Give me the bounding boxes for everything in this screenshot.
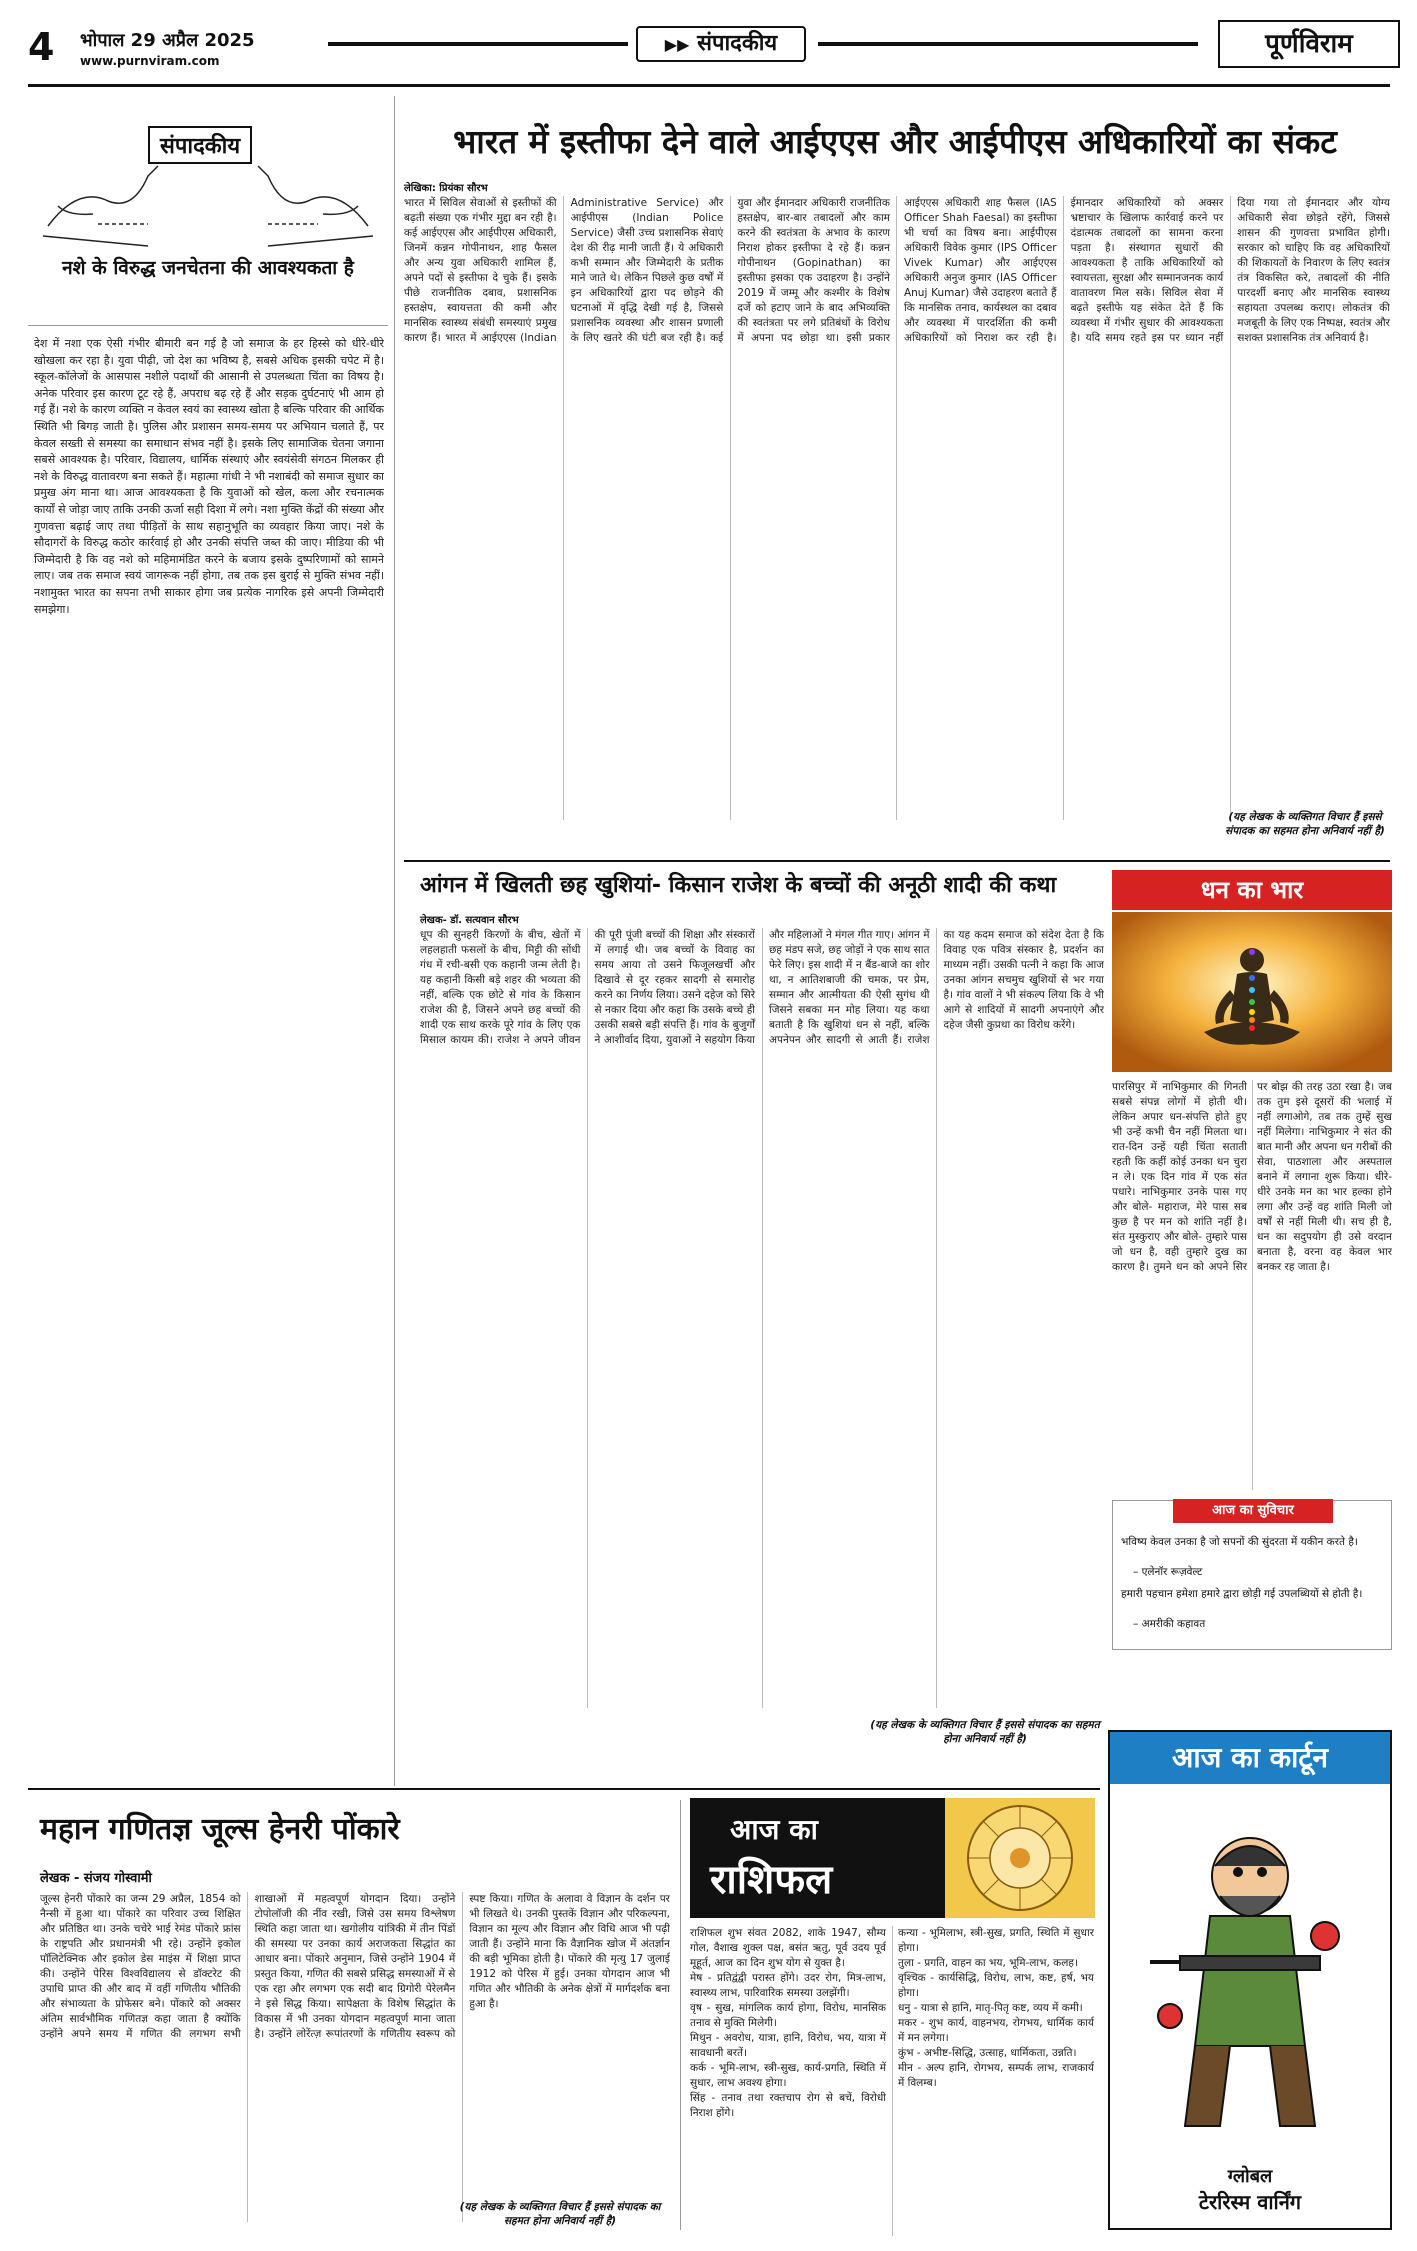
page-number: 4 bbox=[28, 25, 55, 69]
main-divider bbox=[404, 860, 1390, 862]
rashifal-entry: मिथुन - अवरोध, यात्रा, हानि, विरोध, भय, यात्रा में सावधानी बरतें। bbox=[690, 2032, 886, 2059]
main-headline: भारत में इस्तीफा देने वाले आईएएस और आईपीएस अधिकारियों का संकट bbox=[453, 122, 1337, 161]
editorial-headline: नशे के विरुद्ध जनचेतना की आवश्यकता है bbox=[62, 257, 354, 279]
column-rule bbox=[394, 96, 395, 1786]
cartoon-caption-2: टेररिस्म वार्निंग bbox=[1198, 2190, 1302, 2214]
hand-writing-illustration bbox=[38, 106, 378, 256]
dhan-body: पारसिपुर में नाभिकुमार की गिनती सबसे संपन्न लोगों में होती थी। लेकिन अपार धन-संपत्ति होते हुए भी उन्हें कभी चैन नहीं मिलता था। रात-दिन उन्हें यही चिंता सताती रहती कि कहीं कोई उनका धन चुरा न ले। एक दिन गांव में एक संत पधारे। नाभिकुमार उनके पास गए और बोले- महाराज, मेरे पास सब कुछ है पर मन को शांति नहीं है। संत मुस्कुराए और बोले- तुम्हारे पास जो धन है, वही तुम्हारे दुख का कारण है। तुमने धन को अपने सिर पर बोझ की तरह उठा रखा है। जब तक तुम इसे दूसरों की भलाई में नहीं लगाओगे, तब तक तुम्हें सुख नहीं मिलेगा। नाभिकुमार ने संत की बात मानी और अपना धन गरीबों की सेवा, पाठशाला और अस्पताल बनाने में लगाना शुरू किया। धीरे-धीरे उनके मन का भार हल्का होने लगा और उन्हें वह शांति मिली जो वर्षों से नहीं मिली थी। सच ही है, धन का सदुपयोग ही उसे वरदान बनाता है, वरना वह केवल भार बनकर रह जाता है। bbox=[1112, 1081, 1392, 1273]
page-header bbox=[28, 20, 1398, 80]
rashifal-intro: राशिफल शुभ संवत 2082, शाके 1947, सौम्य गोल, वैशाख शुक्ल पक्ष, बसंत ऋतु, पूर्व उदय पूर्व मूहूर्त, आज का दिन शुभ योग से युक्त है। bbox=[690, 1927, 886, 1969]
rashifal-entry: कुंभ - अभीष्ट-सिद्धि, उत्साह, धार्मिकता, उन्नति। bbox=[898, 2047, 1077, 2059]
rashifal-entry: धनु - यात्रा से हानि, मातृ-पितृ कष्ट, व्यय में कमी। bbox=[898, 2002, 1083, 2014]
dhan-title: धन का भार bbox=[1112, 870, 1392, 910]
rashifal-entry: कन्या - भूमिलाभ, स्त्री-सुख, प्रगति, स्थिति में सुधार होगा। bbox=[898, 1927, 1094, 1954]
cartoon-illustration bbox=[1110, 1786, 1390, 2156]
meditation-illustration bbox=[1112, 912, 1392, 1072]
cartoon-box bbox=[1108, 1730, 1392, 2230]
main-disclaimer: (यह लेखक के व्यक्तिगत विचार हैं इससे संपादक का सहमत होना अनिवार्य नहीं है) bbox=[1225, 811, 1385, 837]
story-headline: आंगन में खिलती छह खुशियां- किसान राजेश के बच्चों की अनूठी शादी की कथा bbox=[420, 873, 1057, 898]
rashifal-title-1: आज का bbox=[730, 1813, 818, 1846]
story-article-body: धूप की सुनहरी किरणों के बीच, खेतों में लहलहाती फसलों के बीच, मिट्टी की सोंधी गंध में रची-बसी एक कहानी जन्म लेती है। यह कहानी किसी बड़े शहर की भव्यता की नहीं, बल्कि एक छोटे से गांव के किसान राजेश की है, जिसने अपने छह बच्चों की शादी एक साथ करके पूरे गांव के लिए एक मिसाल कायम की। राजेश ने अपने जीवन की पूरी पूंजी बच्चों की शिक्षा और संस्कारों में लगाई थी। जब बच्चों के विवाह का समय आया तो उसने फिजूलखर्ची और दिखावे से दूर रहकर सादगी से समारोह करने का निर्णय लिया। उसने दहेज को सिरे से नकार दिया और कहा कि उसके बच्चे ही उसकी सबसे बड़ी संपत्ति हैं। गांव के बुजुर्गों ने आशीर्वाद दिया, युवाओं ने सहयोग किया और महिलाओं ने मंगल गीत गाए। आंगन में छह मंडप सजे, छह जोड़ों ने एक साथ सात फेरे लिए। इस शादी में न बैंड-बाजे का शोर था, न आतिशबाजी की चमक, पर प्रेम, सम्मान और आत्मीयता की ऐसी सुगंध थी जिसने सबका मन मोह लिया। यह कथा बताती है कि खुशियां धन से नहीं, बल्कि अपनेपन और सादगी से आती हैं। राजेश का यह कदम समाज को संदेश देता है कि विवाह एक पवित्र संस्कार है, प्रदर्शन का माध्यम नहीं। उसकी पत्नी ने कहा कि आज उनका आंगन सचमुच खुशियों से भर गया है। गांव वालों ने भी संकल्प लिया कि वे भी आगे से शादियों में सादगी अपनाएंगे और दहेज जैसी कुप्रथा का विरोध करेंगे। bbox=[420, 929, 1104, 1046]
rashifal-entry: वृष - सुख, मांगलिक कार्य होगा, विरोध, मानसिक तनाव से मुक्ति मिलेगी। bbox=[690, 2002, 886, 2029]
column-rule-bottom bbox=[680, 1800, 681, 2230]
quote-line-2: हमारी पहचान हमेशा हमारे द्वारा छोड़ी गई उपलब्धियों से होती है। bbox=[1121, 1588, 1363, 1600]
rashifal-entry: कर्क - भूमि-लाभ, स्त्री-सुख, कार्य-प्रगति, स्थिति में सुधार, लाभ अवश्य होगा। bbox=[690, 2062, 886, 2089]
bottom-divider bbox=[28, 1788, 1100, 1790]
main-byline: लेखिका: प्रियंका सौरभ bbox=[404, 183, 488, 194]
zodiac-wheel-icon bbox=[945, 1798, 1095, 1918]
date-line: भोपाल 29 अप्रैल 2025 bbox=[80, 30, 255, 51]
website-link[interactable]: www.purnviram.com bbox=[80, 54, 220, 68]
quote-line-1: भविष्य केवल उनका है जो सपनों की सुंदरता में यकीन करते है। bbox=[1121, 1536, 1358, 1548]
quote-box bbox=[1112, 1500, 1392, 1650]
rashifal-entry: वृश्चिक - कार्यसिद्धि, विरोध, लाभ, कष्ट, हर्ष, भय होगा। bbox=[898, 1972, 1094, 1999]
editorial-body: देश में नशा एक ऐसी गंभीर बीमारी बन गई है जो समाज के हर हिस्से को धीरे-धीरे खोखला कर रहा है। युवा पीढ़ी, जो देश का भविष्य है, सबसे अधिक इसकी चपेट में है। स्कूल-कॉलेजों के आसपास नशीले पदार्थों की आसानी से उपलब्धता चिंता का विषय है। अनेक परिवार इस कारण टूट रहे हैं, अपराध बढ़ रहे हैं और सड़क दुर्घटनाएं भी आम हो गई हैं। नशे के कारण व्यक्ति न केवल स्वयं का स्वास्थ्य खोता है बल्कि परिवार की आर्थिक स्थिति भी बिगड़ जाती है। पुलिस और प्रशासन समय-समय पर अभियान चलाते हैं, पर केवल सख्ती से समस्या का समाधान संभव नहीं है। इसके लिए सामाजिक चेतना जगाना सबसे आवश्यक है। परिवार, विद्यालय, धार्मिक संस्थाएं और स्वयंसेवी संगठन मिलकर ही नशे के विरुद्ध वातावरण बना सकते हैं। महात्मा गांधी ने भी नशाबंदी को समाज सुधार का प्रमुख अंग माना था। आज आवश्यकता है कि युवाओं को खेल, कला और रचनात्मक कार्यों से जोड़ा जाए ताकि उनकी ऊर्जा सही दिशा में लगे। नशा मुक्ति केंद्रों की संख्या और गुणवत्ता बढ़ाई जाए तथा पीड़ितों के साथ सहानुभूति का व्यवहार किया जाए। नशे के सौदागरों के विरुद्ध कठोर कार्रवाई हो और उनकी संपत्ति जब्त की जाए। मीडिया की भी जिम्मेदारी है कि वह नशे को महिमामंडित करने के बजाय इसके दुष्परिणामों को सामने लाए। जब तक समाज स्वयं जागरूक नहीं होगा, तब तक इस बुराई से मुक्ति संभव नहीं। नशामुक्त भारत का सपना तभी साकार होगा जब प्रत्येक नागरिक इसे अपनी जिम्मेदारी समझेगा। bbox=[34, 337, 384, 616]
poincare-byline: लेखक - संजय गोस्वामी bbox=[40, 1871, 152, 1886]
rashifal-entry: मीन - अल्प हानि, रोगभय, सम्पर्क लाभ, राजकार्य में विलम्ब। bbox=[898, 2062, 1094, 2089]
rashifal-entry: मेष - प्रतिद्वंद्वी परास्त होंगे। उदर रोग, मित्र-लाभ, स्वास्थ्य लाभ, पारिवारिक समस्या उलझेंगी। bbox=[690, 1972, 886, 1999]
quote-title: आज का सुविचार bbox=[1173, 1499, 1333, 1523]
editorial-header bbox=[28, 96, 388, 326]
brand-logo: पूर्णविराम bbox=[1218, 20, 1400, 68]
main-article-body: भारत में सिविल सेवाओं से इस्तीफों की बढ़ती संख्या एक गंभीर मुद्दा बन रही है। कई आईएएस और आईपीएस अधिकारी, जिनमें कन्नन गोपीनाथन, शाह फैसल और अन्य युवा अधिकारी शामिल हैं, अपने पदों से इस्तीफा दे चुके हैं। इसके पीछे राजनीतिक दबाव, प्रशासनिक हस्तक्षेप, स्वायत्तता की कमी और मानसिक स्वास्थ्य संबंधी समस्याएं प्रमुख कारण हैं। भारत में आईएएस (Indian Administrative Service) और आईपीएस (Indian Police Service) जैसी उच्च प्रशासनिक सेवाएं देश की रीढ़ मानी जाती हैं। ये अधिकारी कभी सम्मान और जिम्मेदारी के प्रतीक माने जाते थे। लेकिन पिछले कुछ वर्षों में इन अधिकारियों द्वारा पद छोड़ने की घटनाओं में वृद्धि देखी गई है, जिससे प्रशासनिक व्यवस्था और शासन प्रणाली के लिए खतरे की घंटी बज रही है। कई युवा और ईमानदार अधिकारी राजनीतिक हस्तक्षेप, बार-बार तबादलों और काम करने की स्वतंत्रता के अभाव के कारण निराश होकर इस्तीफा दे रहे हैं। कन्नन गोपीनाथन (Gopinathan) का इस्तीफा इसका एक उदाहरण है। उन्होंने 2019 में जम्मू और कश्मीर के विशेष दर्जे को हटाए जाने के बाद अभिव्यक्ति की स्वतंत्रता पर लगे प्रतिबंधों के विरोध में अपना पद छोड़ा था। इसी प्रकार आईएएस अधिकारी शाह फैसल (IAS Officer Shah Faesal) का इस्तीफा भी चर्चा का विषय बना। आईपीएस अधिकारी विवेक कुमार (IPS Officer Vivek Kumar) और आईएएस अधिकारी अनुज कुमार (IAS Officer Anuj Kumar) जैसे उदाहरण बताते हैं कि मानसिक तनाव, कार्यस्थल का दबाव और व्यवस्था में पारदर्शिता की कमी अधिकारियों को निराश कर रही है। ईमानदार अधिकारियों को अक्सर भ्रष्टाचार के खिलाफ कार्रवाई करने पर दंडात्मक तबादलों का सामना करना पड़ता है। संस्थागत सुधारों की आवश्यकता है ताकि अधिकारियों को स्वायत्तता, सुरक्षा और सम्मानजनक कार्य वातावरण मिल सके। सिविल सेवा में बढ़ते इस्तीफे यह संकेत देते हैं कि व्यवस्था में गंभीर सुधार की आवश्यकता है। यदि समय रहते इस पर ध्यान नहीं दिया गया तो ईमानदार और योग्य अधिकारी सेवा छोड़ते रहेंगे, जिससे शासन की गुणवत्ता प्रभावित होगी। सरकार को चाहिए कि वह अधिकारियों की शिकायतों के निवारण के लिए स्वतंत्र तंत्र विकसित करे, तबादलों की नीति पारदर्शी बनाए और मानसिक स्वास्थ्य सहायता उपलब्ध कराए। लोकतंत्र की मजबूती के लिए एक निष्पक्ष, स्वतंत्र और सशक्त प्रशासनिक तंत्र अनिवार्य है। bbox=[404, 197, 1390, 344]
section-label: ▶▶ संपादकीय bbox=[636, 26, 806, 62]
editorial-box-title: संपादकीय bbox=[148, 126, 252, 164]
header-divider bbox=[28, 84, 1390, 87]
rashifal-entry: सिंह - तनाव तथा रक्तचाप रोग से बचें, विरोधी निराश होंगे। bbox=[690, 2092, 886, 2119]
rashifal-entry: मकर - शुभ कार्य, वाहनभय, रोगभय, धार्मिक कार्य में मन लगेगा। bbox=[898, 2017, 1094, 2044]
cartoon-caption-1: ग्लोबल bbox=[1227, 2166, 1273, 2187]
poincare-disclaimer: (यह लेखक के व्यक्तिगत विचार हैं इससे संपादक का सहमत होना अनिवार्य नहीं है) bbox=[459, 2201, 661, 2227]
rashifal-body bbox=[690, 1926, 1094, 2236]
story-disclaimer: (यह लेखक के व्यक्तिगत विचार हैं इससे संपादक का सहमत होना अनिवार्य नहीं है) bbox=[870, 1719, 1100, 1745]
dhan-box bbox=[1112, 870, 1392, 1490]
poincare-body: जूल्स हेनरी पोंकारे का जन्म 29 अप्रैल, 1854 को नैन्सी में हुआ था। पोंकारे का परिवार उच्च शिक्षित और प्रतिष्ठित था। उनके चचेरे भाई रेमंड पोंकारे फ्रांस के राष्ट्रपति और प्रधानमंत्री भी रहे। उन्होंने इकोल पॉलिटेक्निक और इकोल डेस माइंस में शिक्षा प्राप्त की। उन्होंने पेरिस विश्वविद्यालय से डॉक्टरेट की उपाधि प्राप्त की और बाद में वहीं गणितीय भौतिकी और संभाव्यता के प्रोफेसर बने। पोंकारे को अक्सर अंतिम सार्वभौमिक गणितज्ञ कहा जाता है क्योंकि उन्होंने अपने समय में गणित की लगभग सभी शाखाओं में महत्वपूर्ण योगदान दिया। उन्होंने टोपोलॉजी की नींव रखी, जिसे उस समय विश्लेषण स्थिति कहा जाता था। खगोलीय यांत्रिकी में तीन पिंडों की समस्या पर उनका कार्य अराजकता सिद्धांत का आधार बना। पोंकारे अनुमान, जिसे उन्होंने 1904 में प्रस्तुत किया, गणित की सबसे प्रसिद्ध समस्याओं में से एक रहा और लगभग एक सदी बाद ग्रिगोरी पेरेलमैन ने इसे सिद्ध किया। सापेक्षता के विशेष सिद्धांत के विकास में भी उनका योगदान महत्वपूर्ण माना जाता है। उन्होंने लोरेंत्ज़ रूपांतरणों के गणितीय स्वरूप को स्पष्ट किया। गणित के अलावा वे विज्ञान के दर्शन पर भी लिखते थे। उनकी पुस्तकें विज्ञान और परिकल्पना, विज्ञान का मूल्य और विज्ञान और विधि आज भी पढ़ी जाती हैं। उन्होंने माना कि वैज्ञानिक खोज में अंतर्ज्ञान की बड़ी भूमिका होती है। पोंकारे की मृत्यु 17 जुलाई 1912 को पेरिस में हुई। उनका योगदान आज भी गणित और भौतिकी के अनेक क्षेत्रों में मार्गदर्शक बना हुआ है। bbox=[40, 1893, 670, 2040]
chevron-right-icon: ▶▶ bbox=[664, 35, 690, 54]
header-rule-right bbox=[818, 42, 1198, 46]
header-rule-left bbox=[328, 42, 628, 46]
story-byline: लेखक- डॉ. सत्यवान सौरभ bbox=[420, 915, 519, 926]
rashifal-entry: तुला - प्रगति, वाहन का भय, भूमि-लाभ, कलह। bbox=[898, 1957, 1078, 1969]
quote-author-2: – अमरीकी कहावत bbox=[1133, 1618, 1206, 1630]
quote-author-1: – एलेनॉर रूज़वेल्ट bbox=[1133, 1566, 1203, 1578]
rashifal-title-2: राशिफल bbox=[710, 1857, 833, 1903]
cartoon-title: आज का कार्टून bbox=[1110, 1732, 1390, 1784]
poincare-headline: महान गणितज्ञ जूल्स हेनरी पोंकारे bbox=[40, 1812, 400, 1847]
